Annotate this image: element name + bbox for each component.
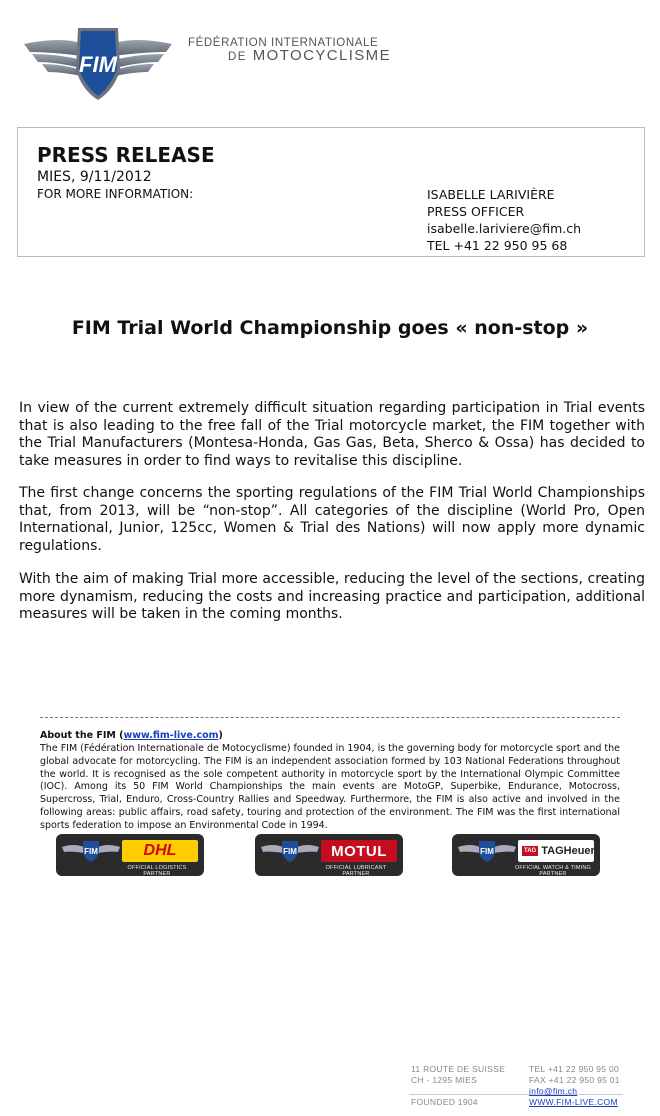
logo-text: FIM [79,52,117,77]
footer-tel: TEL +41 22 950 95 00 [529,1064,620,1074]
partner-motul-badge [255,834,403,876]
svg-text:FIM: FIM [84,847,98,856]
contact-role: PRESS OFFICER [427,204,525,219]
press-release-title: PRESS RELEASE [37,143,215,167]
footer-fax: FAX +41 22 950 95 01 [529,1075,620,1085]
footer-founded: FOUNDED 1904 [411,1097,478,1107]
contact-name: ISABELLE LARIVIÈRE [427,187,555,202]
org-name-prefix: DE [228,51,247,63]
contact-phone: TEL +41 22 950 95 68 [427,238,568,253]
body-paragraph: The first change concerns the sporting regulations of the FIM Trial World Championships that, from 2013, will be “non-stop”. All categories of the discipline (World Pro, Open International, Junior, 125cc, Women & Trial des Nations) will now apply more dynamic regulations. [19,485,645,554]
org-name-main: MOTOCYCLISME [252,47,391,64]
about-link[interactable]: www.fim-live.com [123,730,219,741]
dashed-divider [40,717,620,718]
fim-mini-logo-icon [261,839,319,863]
tag-shield-icon: TAG [524,848,537,854]
footer-address-line1: 11 ROUTE DE SUISSE [411,1064,506,1074]
partner-label: OFFICIAL LUBRICANT PARTNER [325,865,387,876]
partner-label: OFFICIAL LOGISTICS PARTNER [127,865,187,876]
about-text: The FIM (Fédération Internationale de Motocyclisme) founded in 1904, is the governing body for motorcycle sport and the global advocate for motorcycling. The FIM is an independent association formed by 103 National Federations throughout the world. It is recognised as the sole competent authority in motorcycle sport by the International Olympic Committee (IOC). Among its 50 FIM World Championships the main events are MotoGP, Superbike, Endurance, Motocross, Supercross, Trial, Enduro, Cross-Country Rallies and Speedway. Furthermore, the FIM is also active and involved in the following areas: public affairs, road safety, touring and protection of the environment. The FIM was the first international sports federation to impose an Environmental Code in 1994. [40,743,620,831]
about-title: About the FIM [40,730,116,741]
footer-rule [409,1094,623,1095]
org-name-line1: FÉDÉRATION INTERNATIONALE [188,37,379,49]
partner-dhl-badge [56,834,204,876]
fim-mini-logo-icon [62,839,120,863]
svg-text:FIM: FIM [283,847,297,856]
headline: FIM Trial World Championship goes « non-stop » [71,317,589,339]
body-paragraph: With the aim of making Trial more accessible, reducing the level of the sections, creating more dynamism, reducing the costs and increasing practice and participation, additional measures will be taken in the coming months. [19,571,645,622]
fim-logo [22,22,174,102]
press-release-date: MIES, 9/11/2012 [37,169,152,185]
footer-web-link[interactable]: WWW.FIM-LIVE.COM [529,1097,618,1107]
partner-tagheuer-badge [452,834,600,876]
body-paragraph: In view of the current extremely difficult situation regarding participation in Trial events that is also leading to the free fall of the Trial motorcycle market, the FIM together with the Trial Manufacturers (Montesa-Honda, Gas Gas, Beta, Sherco & Ossa) has decided to take measures in order to find ways to revitalise this discipline. [19,400,645,469]
fim-mini-logo-icon [458,839,516,863]
contact-email[interactable]: isabelle.lariviere@fim.ch [427,221,582,236]
tagheuer-logo: TAG TAGHeuer [518,840,594,862]
more-info-label: FOR MORE INFORMATION: [37,187,194,201]
footer-email-link[interactable]: info@fim.ch [529,1086,578,1096]
footer-address-line2: CH - 1295 MIES [411,1075,478,1085]
partner-label: OFFICIAL WATCH & TIMING PARTNER [514,865,592,876]
motul-logo: MOTUL [321,840,397,862]
svg-text:FIM: FIM [480,847,494,856]
about-heading: About the FIM (www.fim-live.com) [40,730,223,741]
org-name-line2 [228,47,391,64]
dhl-logo: DHL [122,840,198,862]
